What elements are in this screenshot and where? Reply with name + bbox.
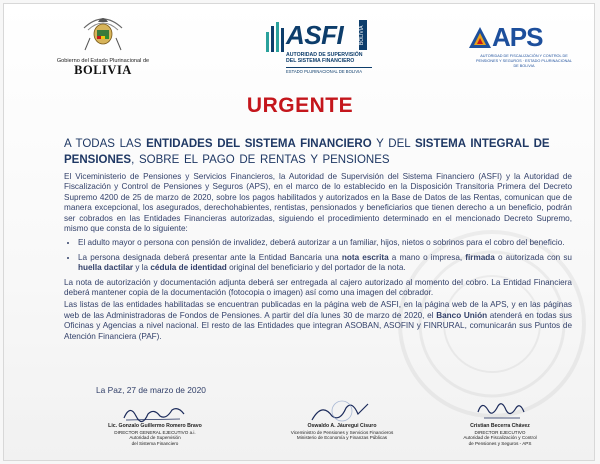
- para3-text-a: Las listas de las entidades habilitadas se encuentran publicadas en la página web de ASFI, en la página web de la APS, y en las páginas web de las Administradoras de Fondos de Pensiones. A partir del día lunes 30 de marzo de 2020, el: [64, 300, 572, 320]
- heading-text-1: A TODAS LAS: [64, 138, 147, 150]
- bolivia-name: BOLIVIA: [74, 63, 132, 77]
- para3-text-c: atenderá en todas sus Oficinas y Agencias a nivel nacional. El resto de las Entidades que integran ASOBAN, ASOFIN y FINRURAL, comunicarán sus Puntos de Atención Financiera (PAF).: [64, 310, 572, 341]
- signer-1-org-2: del Sistema Financiero: [131, 440, 179, 446]
- signer-2-org: Ministerio de Economía y Finanzas Públicas: [296, 435, 388, 441]
- heading-bold-1: ENTIDADES DEL SISTEMA FINANCIERO: [146, 138, 372, 150]
- lists-paragraph: [64, 300, 572, 342]
- signer-1-org: Autoridad de Supervisión: [129, 435, 181, 441]
- req2-text-e: y la: [133, 263, 151, 273]
- asfi-full-name: AUTORIDAD DE SUPERVISIÓN DEL SISTEMA FINANCIERO: [286, 52, 363, 64]
- signer-3-title: DIRECTOR EJECUTIVO: [474, 429, 526, 435]
- req2-text-f: original del beneficiario y del portador de la nota.: [226, 263, 406, 273]
- requirement-item-2: [78, 253, 572, 274]
- signer-2-name: Oswaldo A. Jáuregui Cisuro: [307, 423, 377, 429]
- req2-bold-nota: nota escrita: [341, 252, 389, 262]
- bolivia-caption: Gobierno del Estado Plurinacional de: [56, 58, 150, 64]
- asfi-bars-icon: [266, 22, 284, 54]
- signer-2-title: Viceministro de Pensiones y Servicios Financieros: [290, 429, 394, 435]
- signer-3-org: Autoridad de Fiscalización y Control: [463, 435, 537, 441]
- documentation-paragraph: La nota de autorización y documentación adjunta deberá ser entregada al cajero autorizado al momento del cobro. La Entidad Financiera deberá mantener copia de la documentación (fotocopia o imagen) así como una imagen del cobrador.: [64, 277, 572, 298]
- signer-1-title: DIRECTOR GENERAL EJECUTIVO a.i.: [114, 429, 196, 435]
- bolivia-coat-of-arms-icon: [80, 8, 126, 52]
- signer-3-name: Cristian Becerra Chávez: [470, 423, 530, 429]
- signer-1-name: Lic. Gonzalo Guillermo Romero Bravo: [108, 423, 202, 429]
- intro-paragraph: El Viceministerio de Pensiones y Servicios Financieros, la Autoridad de Supervisión del Sistema Financiero (ASFI) y la Autoridad de Fiscalización y Control de Pensiones y Seguros (APS), en el marco de lo establecido en la Disposición Transitoria Primera del Decreto Supremo 4200 de 25 de marzo de 2020, sobre los pagos habilitados y autorizados en la Base de Datos de las Rentas, comunican que de manera excepcional, los asegurados, derechohabientes, rentistas, pensionados y beneficiarios que tienen derecho a un beneficio, podrán ser cobrados en las Entidades Financieras autorizadas, siguiendo el procedimiento determinado en el mencionado Decreto Supremo, mismo que consta de lo siguiente:: [64, 172, 572, 234]
- announcement-heading: [64, 136, 570, 168]
- req2-bold-cedula: cédula de identidad: [150, 263, 227, 273]
- requirement-item-1: • El adulto mayor o persona con pensión de invalidez, deberá autorizar a un familiar, hijos, nietos o sobrinos para el cobro del beneficio.: [78, 238, 572, 248]
- urgent-title: URGENTE: [246, 94, 354, 117]
- asfi-wordmark: ASFI: [286, 20, 344, 50]
- signer-3-org-2: de Pensiones y Seguros - APS: [468, 440, 532, 446]
- heading-bold-2: SISTEMA INTEGRAL DE PENSIONES: [64, 138, 550, 166]
- req2-text-a: La persona designada deberá presentar ante la Entidad Bancaria una: [78, 252, 342, 262]
- req2-text-d: o autorizada con su: [494, 252, 572, 262]
- req2-bold-firmada: firmada: [465, 252, 495, 262]
- heading-text-3: , SOBRE EL PAGO DE RENTAS Y PENSIONES: [131, 154, 390, 166]
- handwritten-signature-2: [302, 398, 382, 424]
- asfi-logo: [266, 18, 376, 78]
- requirements-list: [64, 238, 572, 273]
- heading-text-2: Y DEL: [371, 138, 415, 150]
- signature-block-aps: [440, 398, 560, 446]
- announcement-body: [64, 172, 572, 344]
- aps-wordmark: APS: [492, 22, 543, 52]
- handwritten-signature-1: [120, 402, 190, 424]
- req2-bold-huella: huella dactilar: [78, 263, 134, 273]
- asfi-vertical-label: BOLIVIA: [359, 20, 367, 50]
- issue-date: La Paz, 27 de marzo de 2020: [96, 385, 206, 395]
- aps-tagline: AUTORIDAD DE FISCALIZACIÓN Y CONTROL DE PENSIONES Y SEGUROS · ESTADO PLURINACIONAL DE BOLIVIA: [476, 54, 573, 68]
- asfi-subtitle: ESTADO PLURINACIONAL DE BOLIVIA: [286, 67, 372, 74]
- signature-block-asfi: [100, 402, 210, 446]
- para3-bold-banco-union: Banco Unión: [436, 310, 488, 320]
- handwritten-signature-3: [470, 398, 530, 424]
- bolivia-government-logo: [48, 8, 158, 76]
- aps-logo: [468, 22, 576, 72]
- signature-block-viceministerio: [276, 398, 408, 441]
- req2-text-c: a mano o impresa,: [388, 252, 466, 262]
- aps-triangle-icon: [468, 26, 492, 50]
